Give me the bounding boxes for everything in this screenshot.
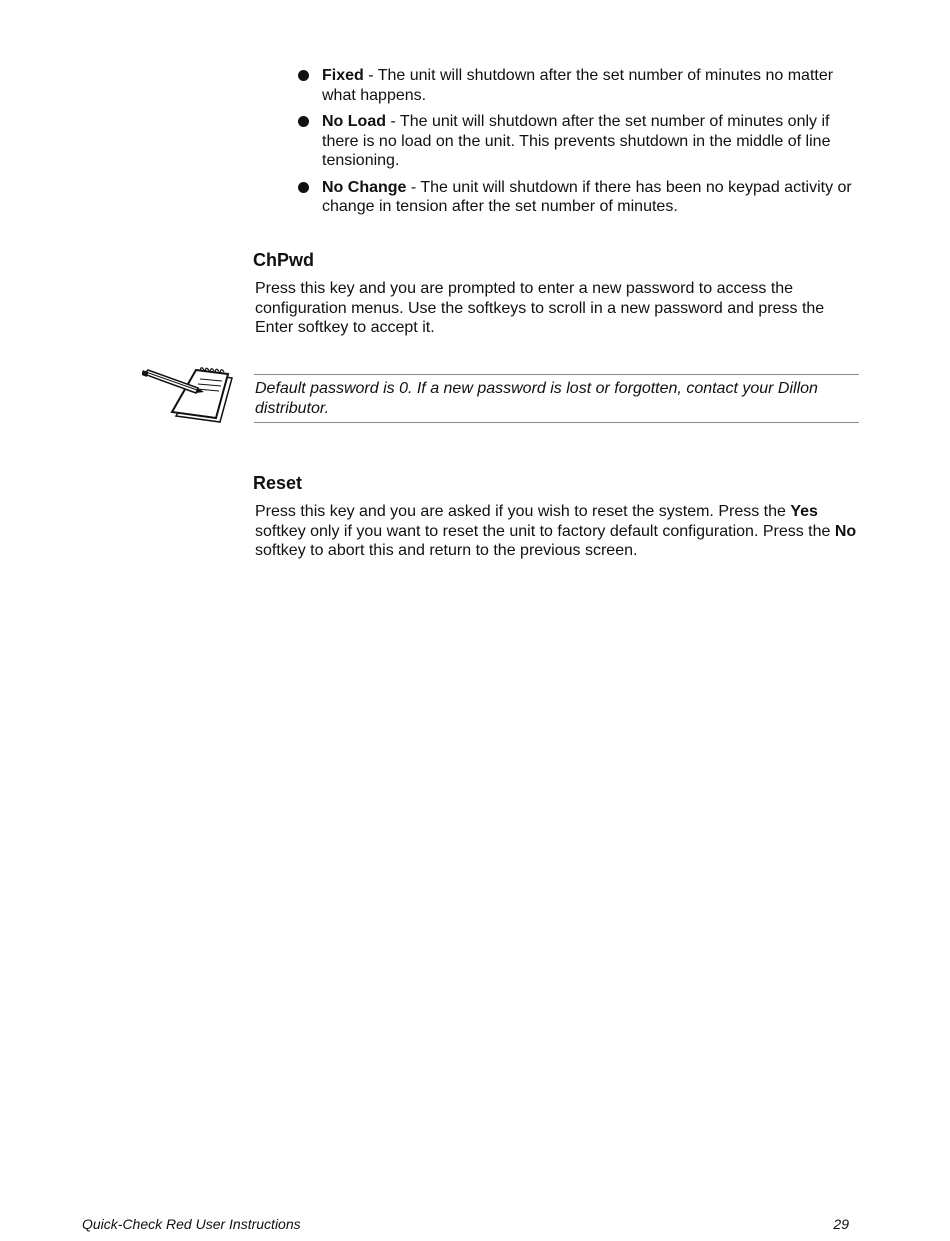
chpwd-heading: ChPwd [253, 250, 314, 270]
yes-softkey-label: Yes [790, 503, 818, 520]
option-description: - The unit will shutdown if there has been no keypad activity or change in tension after the set number of minutes. [322, 178, 852, 215]
reset-text-part2: softkey only if you want to reset the unit to factory default configuration. Press the [255, 522, 835, 540]
reset-text-part1: Press this key and you are asked if you wish to reset the system. Press the [255, 503, 791, 520]
option-term: Fixed [322, 67, 364, 84]
note-callout [254, 374, 859, 423]
chpwd-paragraph: Press this key and you are prompted to enter a new password to access the configuration menus. Use the softkeys to scroll in a new password and press the Enter softkey to accept it. [255, 280, 825, 336]
list-item-no-change [297, 178, 862, 217]
reset-text-part3: softkey to abort this and return to the previous screen. [255, 542, 638, 559]
option-term: No Change [322, 178, 407, 196]
option-description: - The unit will shutdown after the set number of minutes only if there is no load on the unit. This prevents shutdown in the middle of line tensioning. [322, 113, 831, 169]
note-text: Default password is 0. If a new password is lost or forgotten, contact your Dillon distributor. [255, 380, 818, 417]
list-item-no-load [297, 112, 862, 171]
shutdown-option-list [297, 66, 862, 224]
reset-paragraph [255, 502, 865, 561]
option-description: - The unit will shutdown after the set number of minutes no matter what happens. [322, 67, 834, 104]
notepad-pencil-icon [142, 362, 234, 424]
bullet-icon [298, 116, 309, 127]
bullet-icon [298, 182, 309, 193]
footer-document-title: Quick-Check Red User Instructions [82, 1216, 301, 1232]
bullet-icon [298, 70, 309, 81]
footer-page-number: 29 [833, 1216, 849, 1232]
reset-heading: Reset [253, 473, 303, 493]
option-term: No Load [322, 113, 386, 130]
list-item-fixed [297, 66, 862, 105]
no-softkey-label: No [834, 522, 857, 540]
